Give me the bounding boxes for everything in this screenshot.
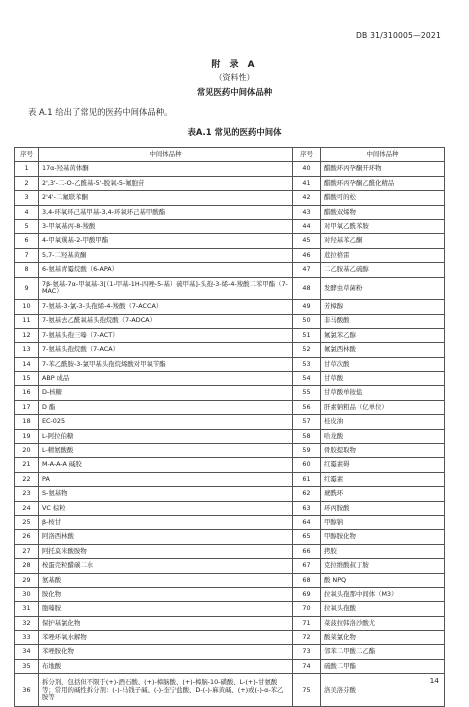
row-seq-right: 51 [293,328,321,342]
row-name-left: β-桉甘 [39,515,293,529]
row-name-left: L-精氨酸酸 [39,444,293,458]
table-row [15,277,445,300]
row-name-left: 阿洛西林酸 [39,530,293,544]
row-seq-left: 11 [15,314,39,328]
row-seq-right: 41 [293,176,321,190]
row-name-right: 硫酸二甲酯 [321,659,445,673]
row-seq-left: 3 [15,191,39,205]
row-seq-left: 28 [15,559,39,573]
row-seq-right: 46 [293,248,321,262]
intermediates-table [14,147,445,707]
row-seq-left: 35 [15,659,39,673]
row-seq-left: 8 [15,263,39,277]
row-name-left: 拆分剂，包括但不限于(+)-酒石酸、(+)-樟脑酸、(+)-樟脑-10-磺酸、L-(+)-甘氨酸等；常用的碱性拆分剂：(-)-马钱子碱、(-)-奎宁盐酸、D-(-)-麻黄碱、(+)或(-)-α-苯乙胺等 [39,674,293,707]
row-seq-left: 14 [15,357,39,371]
table-row [15,444,445,458]
col-header-seq-1: 序号 [15,148,39,162]
row-name-left: 7-氨基头孢烷酸（7-ACA） [39,343,293,357]
row-name-right: 醋酸环丙孕酮开环物 [321,162,445,176]
row-seq-left: 5 [15,219,39,233]
row-name-right: 酸菜氯化物 [321,631,445,645]
row-name-left: 2',3'-二-O-乙酰基-5'-脱氧-5-氟胞苷 [39,176,293,190]
row-seq-right: 67 [293,559,321,573]
standard-code: DB 31/310005—2021 [356,31,441,40]
row-seq-left: 26 [15,530,39,544]
table-row [15,248,445,262]
row-name-right: 红霉素 [321,472,445,486]
table-row [15,415,445,429]
intro-text: 表 A.1 给出了常见的医药中间体品种。 [28,107,173,117]
row-seq-left: 13 [15,343,39,357]
row-seq-left: 7 [15,248,39,262]
row-seq-right: 50 [293,314,321,328]
row-seq-left: 6 [15,234,39,248]
row-seq-left: 36 [15,674,39,707]
row-name-right: 二乙胺基乙硫醇 [321,263,445,277]
row-name-right: 对甲氧乙酰苯胺 [321,219,445,233]
row-name-right: 拉氧头孢酸 [321,602,445,616]
row-name-left: 胺化物 [39,587,293,601]
row-name-left: 7β-氨基-7α-甲氧基-3[（1-甲基-1H-四唑-5-基）硫甲基]-头孢-3-烯-4-羧酸二苯甲酯（7-MAC） [39,277,293,300]
row-name-right: 氟氯苯乙醇 [321,328,445,342]
row-seq-left: 15 [15,372,39,386]
col-header-name-1: 中间体品种 [39,148,293,162]
row-name-left: 氨基酸 [39,573,293,587]
row-seq-left: 17 [15,400,39,414]
row-name-left: 5,7-二羟基黄酮 [39,248,293,262]
row-name-right: 对羟基苯乙酮 [321,234,445,248]
row-name-right: 哈龙酸 [321,429,445,443]
table-row [15,631,445,645]
table-row [15,328,445,342]
row-seq-right: 60 [293,458,321,472]
table-row [15,544,445,558]
row-name-left: D 酯 [39,400,293,414]
row-seq-left: 33 [15,631,39,645]
table-row [15,659,445,673]
table-row [15,314,445,328]
row-name-right: 醋酸可的松 [321,191,445,205]
table-row [15,386,445,400]
row-seq-right: 47 [293,263,321,277]
row-seq-left: 18 [15,415,39,429]
row-name-right: 邻苯二甲酸二乙酯 [321,645,445,659]
row-seq-right: 48 [293,277,321,300]
row-name-right: 醋酸环丙孕酮乙酰化精品 [321,176,445,190]
row-seq-right: 56 [293,400,321,414]
row-name-left: 4-甲氧羰基-2-甲酸甲酯 [39,234,293,248]
row-seq-right: 40 [293,162,321,176]
table-row [15,300,445,314]
row-name-left: M-A-A-A 碱胶 [39,458,293,472]
row-name-left: 6-氨基青霉烷酸（6-APA） [39,263,293,277]
row-name-right: 桂皮油 [321,415,445,429]
row-seq-right: 57 [293,415,321,429]
appendix-label: 附 录 A [211,60,258,70]
table-row [15,263,445,277]
row-name-right: 甲醇胺化物 [321,530,445,544]
row-seq-left: 21 [15,458,39,472]
row-seq-right: 62 [293,487,321,501]
row-seq-right: 44 [293,219,321,233]
row-name-left: 桉蛋壳粒醋碳二水 [39,559,293,573]
row-seq-right: 63 [293,501,321,515]
row-name-right: 氟氯西林酸 [321,343,445,357]
row-name-left: 3,4-环氧环己基甲基-3,4-环氧环己基甲酸酯 [39,205,293,219]
row-name-left: 苯唑环氧水解物 [39,631,293,645]
row-name-right: 甘草酸 [321,372,445,386]
row-name-left: 7-氨基头孢三嗪（7-ACT） [39,328,293,342]
table-row [15,219,445,233]
col-header-seq-2: 序号 [293,148,321,162]
row-name-left: 苯唑胺化物 [39,645,293,659]
table-body [15,162,445,707]
row-seq-left: 20 [15,444,39,458]
table-row [15,587,445,601]
table-row [15,530,445,544]
row-seq-right: 49 [293,300,321,314]
row-name-right: 红霉素碍 [321,458,445,472]
row-seq-right: 71 [293,616,321,630]
row-name-right: 发酵虫草菌粉 [321,277,445,300]
row-name-right: 琥酰环 [321,487,445,501]
row-seq-right: 43 [293,205,321,219]
table-title: 表A.1 常见的医药中间体 [187,127,282,137]
table-row [15,472,445,486]
row-name-right: 甘草酸单铵盐 [321,386,445,400]
row-name-left: L-阿拉伯糖 [39,429,293,443]
row-name-left: PA [39,472,293,486]
row-seq-right: 45 [293,234,321,248]
row-name-left: ABP 成品 [39,372,293,386]
table-row [15,602,445,616]
row-name-right: 甲醇钠 [321,515,445,529]
row-seq-right: 70 [293,602,321,616]
row-seq-left: 27 [15,544,39,558]
table-row [15,645,445,659]
table-row [15,357,445,371]
appendix-nature: （资料性） [214,73,255,82]
row-name-right: 甘草次酸 [321,357,445,371]
table-header-row [15,148,445,162]
col-header-name-2: 中间体品种 [321,148,445,162]
row-seq-left: 19 [15,429,39,443]
table-row [15,400,445,414]
row-seq-left: 10 [15,300,39,314]
row-seq-right: 59 [293,444,321,458]
row-seq-left: 30 [15,587,39,601]
row-seq-right: 72 [293,631,321,645]
row-seq-left: 9 [15,277,39,300]
row-name-right: 芳樟醇 [321,300,445,314]
row-name-left: 胞嗪胺 [39,602,293,616]
row-seq-right: 69 [293,587,321,601]
row-name-right: 非马酸酸 [321,314,445,328]
table-row [15,487,445,501]
row-name-left: 2'4'-二氟联苯酮 [39,191,293,205]
table-row [15,674,445,707]
row-seq-right: 73 [293,645,321,659]
row-seq-left: 32 [15,616,39,630]
row-name-left: 7-氨基-3-氯-3-头孢烯-4-羧酸（7-ACCA） [39,300,293,314]
page-number: 14 [429,676,439,685]
table-row [15,429,445,443]
appendix-title: 常见医药中间体品种 [196,87,273,97]
row-seq-left: 4 [15,205,39,219]
table-row [15,515,445,529]
table-row [15,616,445,630]
table-row [15,458,445,472]
row-seq-right: 53 [293,357,321,371]
row-name-right: 苊拉格雷 [321,248,445,262]
row-seq-left: 1 [15,162,39,176]
row-seq-right: 58 [293,429,321,443]
row-seq-left: 34 [15,645,39,659]
row-seq-right: 54 [293,372,321,386]
row-name-right: 肝素钠粗品（亿单位） [321,400,445,414]
row-seq-right: 75 [293,674,321,707]
row-seq-right: 55 [293,386,321,400]
row-seq-right: 64 [293,515,321,529]
row-seq-left: 29 [15,573,39,587]
row-name-right: 克拉维酸叔丁胺 [321,559,445,573]
row-name-right: 骨胶提取物 [321,444,445,458]
row-name-left: VC 棕粒 [39,501,293,515]
row-seq-right: 65 [293,530,321,544]
row-seq-left: 12 [15,328,39,342]
row-seq-right: 61 [293,472,321,486]
row-name-left: 7-苯乙酰胺-3-氯甲基头孢烷烯酸对甲氧苄酯 [39,357,293,371]
row-seq-left: 31 [15,602,39,616]
row-seq-right: 42 [293,191,321,205]
row-name-right: 拉氧头孢那中间体（M3） [321,587,445,601]
row-name-left: 7-氨基去乙酰氧基头孢烷酸（7-ADCA） [39,314,293,328]
table-row [15,501,445,515]
row-name-left: 3-甲氧基丙-8-羧酸 [39,219,293,233]
table-row [15,162,445,176]
row-name-right: 醋酸双烯物 [321,205,445,219]
row-seq-left: 23 [15,487,39,501]
row-seq-right: 68 [293,573,321,587]
row-name-right: 洛美洛芬酸 [321,674,445,707]
row-seq-right: 74 [293,659,321,673]
row-seq-left: 22 [15,472,39,486]
row-name-right: 环丙胺酸 [321,501,445,515]
row-name-left: 布地酸 [39,659,293,673]
table-row [15,176,445,190]
row-name-left: 阿托莫米酸胺物 [39,544,293,558]
row-seq-right: 66 [293,544,321,558]
row-name-right: 菜菠拉韩洛沙酸尤 [321,616,445,630]
table-row [15,234,445,248]
table-row [15,191,445,205]
table-row [15,205,445,219]
row-name-left: 保护基氯化物 [39,616,293,630]
row-name-left: D-核糖 [39,386,293,400]
row-name-left: S-氨基物 [39,487,293,501]
table-row [15,343,445,357]
table-row [15,573,445,587]
row-seq-left: 16 [15,386,39,400]
row-name-left: EC-025 [39,415,293,429]
row-seq-left: 25 [15,515,39,529]
row-seq-left: 2 [15,176,39,190]
table-row [15,372,445,386]
row-seq-right: 52 [293,343,321,357]
row-seq-left: 24 [15,501,39,515]
row-name-right: 酸 NPQ [321,573,445,587]
row-name-left: 17α-羟基黄体酮 [39,162,293,176]
row-name-right: 拷胶 [321,544,445,558]
table-row [15,559,445,573]
